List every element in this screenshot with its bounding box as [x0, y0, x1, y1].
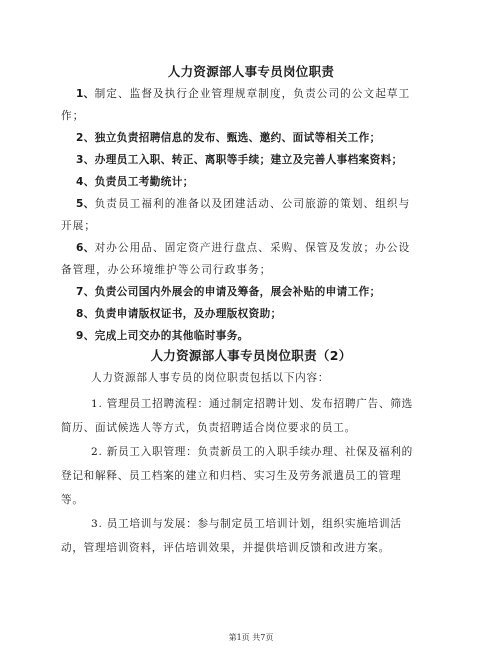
- duty-item-2: [76, 130, 381, 146]
- item-1-line-2: 简历、面试候选人等方式，负责招聘适合岗位要求的员工。: [61, 422, 356, 434]
- item-2-line-3: 等。: [61, 494, 84, 506]
- page-footer: 第1页 共7页: [228, 633, 274, 642]
- section-title: 人力资源部人事专员岗位职责（2）: [150, 348, 352, 363]
- duty-text: 独立负责招聘信息的发布、甄选、邀约、面试等相关工作；: [94, 132, 381, 144]
- duty-item-8: [76, 306, 282, 322]
- duty-number: 5、: [76, 198, 95, 210]
- document-title: 人力资源部人事专员岗位职责: [167, 64, 335, 79]
- duty-item-5: [76, 196, 410, 212]
- duty-text: 负责员工福利的准备以及团建活动、公司旅游的策划、组织与: [94, 198, 411, 210]
- duty-number: 7、: [76, 286, 95, 298]
- duty-number: 8、: [76, 308, 95, 320]
- duty-text: 对办公用品、固定资产进行盘点、采购、保管及发放；办公设: [94, 242, 411, 254]
- duty-item-9: [76, 328, 249, 344]
- duty-text: 负责申请版权证书，及办理版权资助；: [94, 308, 282, 320]
- duty-number: 4、: [76, 176, 95, 188]
- duty-number: 2、: [76, 132, 95, 144]
- duty-text: 负责员工考勤统计；: [94, 176, 194, 188]
- duty-number: 3、: [76, 154, 95, 166]
- item-2-line-1: 2. 新员工入职管理：负责新员工的入职手续办理、社保及福利的: [91, 446, 414, 458]
- duty-text: 负责公司国内外展会的申请及筹备，展会补贴的申请工作；: [94, 286, 381, 298]
- item-3-line-1: 3. 员工培训与发展：参与制定员工培训计划，组织实施培训活: [91, 518, 402, 530]
- duty-item-1: [76, 86, 410, 102]
- duty-number: 6、: [76, 242, 95, 254]
- item-2-line-2: 登记和解释、员工档案的建立和归档、实习生及劳务派遣员工的管理: [61, 470, 402, 482]
- duty-item-1-continuation: 作；: [61, 110, 85, 122]
- duty-text: 制定、监督及执行企业管理规章制度，负责公司的公文起草工: [94, 88, 411, 100]
- duty-item-3: [76, 152, 403, 168]
- duty-number: 9、: [76, 330, 95, 342]
- item-3-line-2: 动，管理培训资料，评估培训效果，并提供培训反馈和改进方案。: [61, 542, 390, 554]
- duty-item-6-continuation: 备管理，办公环境维护等公司行政事务；: [61, 264, 272, 276]
- duty-number: 1、: [76, 88, 95, 100]
- duty-text: 办理员工入职、转正、离职等手续；建立及完善人事档案资料；: [94, 154, 403, 166]
- duty-text: 完成上司交办的其他临时事务。: [94, 330, 249, 342]
- item-1-line-1: 1. 管理员工招聘流程：通过制定招聘计划、发布招聘广告、筛选: [91, 398, 414, 410]
- intro-paragraph: 人力资源部人事专员的岗位职责包括以下内容：: [91, 372, 330, 384]
- duty-item-6: [76, 240, 410, 256]
- duty-item-7: [76, 284, 381, 300]
- duty-item-4: [76, 174, 194, 190]
- duty-item-5-continuation: 开展；: [61, 220, 97, 232]
